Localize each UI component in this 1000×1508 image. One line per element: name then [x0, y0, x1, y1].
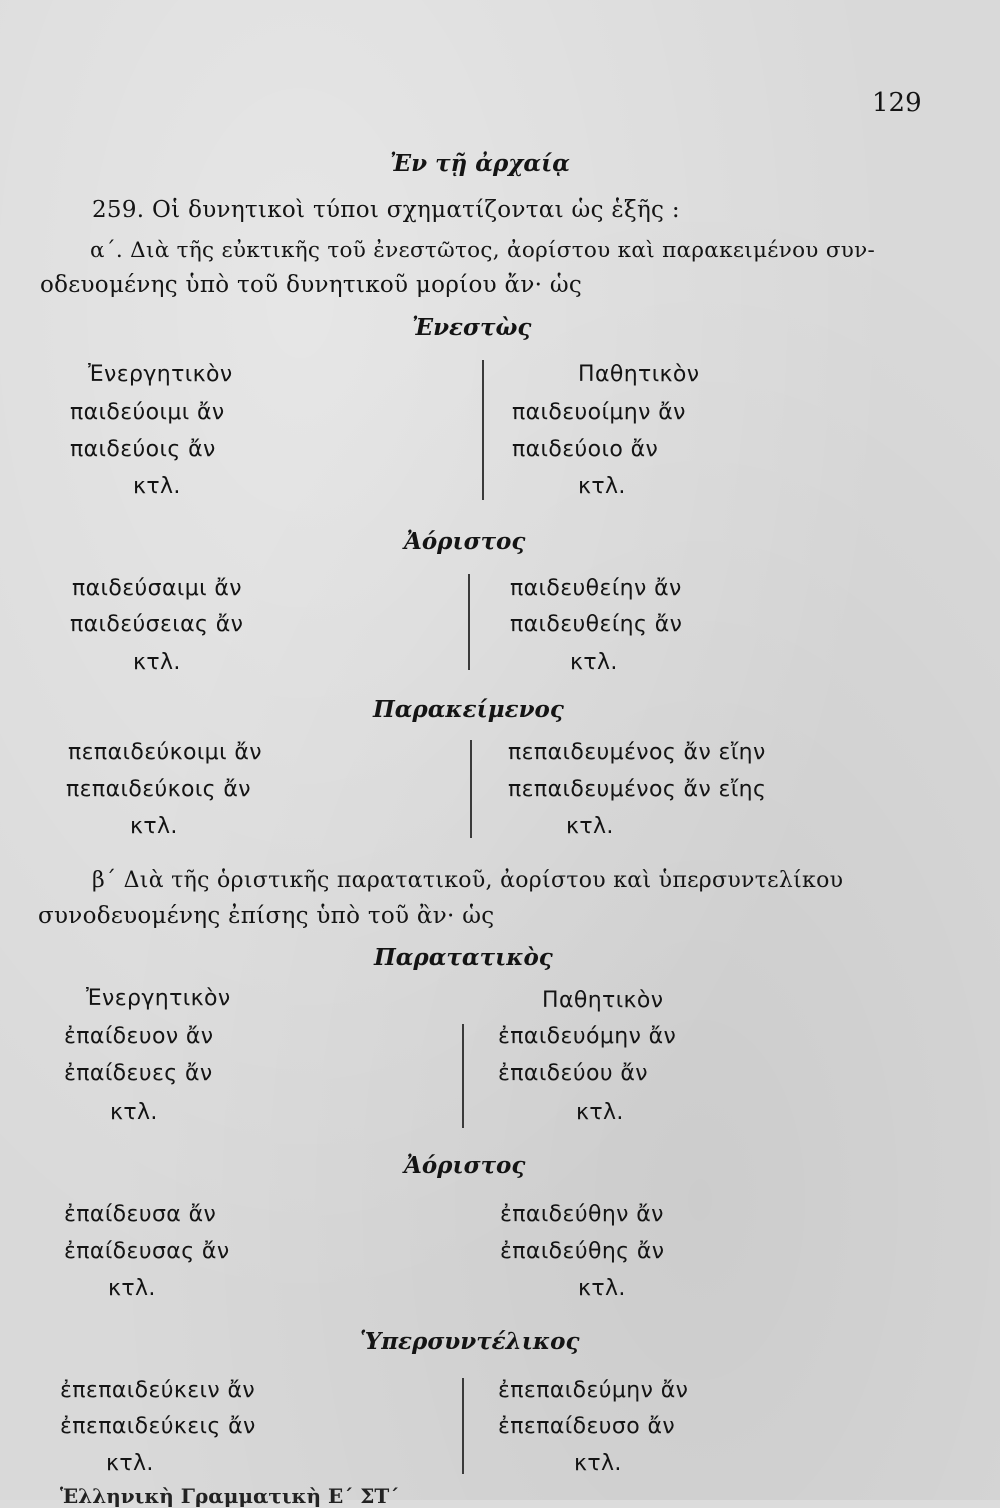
- aoristos2-right-form-1: ἐπαιδεύθην ἄν: [500, 1202, 664, 1227]
- paratatikos-left-etc: κτλ.: [110, 1100, 158, 1125]
- ypersyntelikos-right-form-2: ἐπεπαίδευσο ἄν: [498, 1414, 676, 1439]
- aoristos2-left-form-1: ἐπαίδευσα ἄν: [64, 1202, 217, 1227]
- heading-aoristos-1: Ἀόριστος: [404, 528, 526, 555]
- enestos-left-form-1: παιδεύοιμι ἄν: [70, 400, 225, 425]
- heading-ypersyntelikos: Ὑπερσυντέλικος: [360, 1328, 580, 1355]
- column-divider: [462, 1024, 464, 1128]
- ypersyntelikos-left-etc: κτλ.: [106, 1451, 154, 1476]
- parakeimenos-left-form-2: πεπαιδεύκοις ἄν: [66, 777, 251, 802]
- paratatikos-left-form-1: ἐπαίδευον ἄν: [64, 1024, 214, 1049]
- enestos-left-form-2: παιδεύοις ἄν: [70, 437, 216, 462]
- paratatikos-left-label: Ἐνεργητικὸν: [86, 986, 231, 1011]
- parakeimenos-left-form-1: πεπαιδεύκοιμι ἄν: [68, 740, 262, 765]
- paratatikos-left-form-2: ἐπαίδευες ἄν: [64, 1061, 213, 1086]
- enestos-right-form-2: παιδεύοιο ἄν: [512, 437, 659, 462]
- heading-enestos: Ἐνεστὼς: [412, 314, 532, 341]
- heading-parakeimenos: Παρακείμενος: [373, 696, 564, 723]
- paratatikos-right-form-1: ἐπαιδευόμην ἄν: [498, 1024, 677, 1049]
- column-divider: [470, 740, 472, 838]
- column-divider: [462, 1378, 464, 1474]
- footer-signature: Ἑλληνικὴ Γραμματικὴ Ε΄ ΣΤ΄: [60, 1484, 400, 1508]
- aoristos2-right-etc: κτλ.: [578, 1276, 626, 1301]
- ypersyntelikos-right-etc: κτλ.: [574, 1451, 622, 1476]
- enestos-left-label: Ἐνεργητικὸν: [88, 362, 233, 387]
- paratatikos-right-etc: κτλ.: [576, 1100, 624, 1125]
- parakeimenos-right-form-1: πεπαιδευμένος ἄν εἴην: [508, 740, 766, 765]
- aoristos1-left-form-2: παιδεύσειας ἄν: [70, 612, 244, 637]
- aoristos1-right-form-2: παιδευθείης ἄν: [510, 612, 683, 637]
- aoristos1-right-etc: κτλ.: [570, 650, 618, 675]
- parakeimenos-left-etc: κτλ.: [130, 814, 178, 839]
- aoristos1-left-form-1: παιδεύσαιμι ἄν: [72, 576, 242, 601]
- heading-aoristos-2: Ἀόριστος: [404, 1152, 526, 1179]
- ypersyntelikos-left-form-1: ἐπεπαιδεύκειν ἄν: [60, 1378, 256, 1403]
- heading-paratatikos: Παρατατικὸς: [374, 944, 553, 971]
- enestos-left-etc: κτλ.: [133, 474, 181, 499]
- enestos-right-etc: κτλ.: [578, 474, 626, 499]
- aoristos1-right-form-1: παιδευθείην ἄν: [510, 576, 682, 601]
- enestos-right-form-1: παιδευοίμην ἄν: [512, 400, 686, 425]
- aoristos2-left-form-2: ἐπαίδευσας ἄν: [64, 1239, 230, 1264]
- parakeimenos-right-form-2: πεπαιδευμένος ἄν εἴης: [508, 777, 767, 802]
- aoristos1-left-etc: κτλ.: [133, 650, 181, 675]
- paratatikos-right-label: Παθητικὸν: [542, 988, 664, 1013]
- parakeimenos-right-etc: κτλ.: [566, 814, 614, 839]
- paragraph-a-line-2: οδευομένης ὑπὸ τοῦ δυνητικοῦ μορίου ἄν· ὡς: [40, 272, 583, 298]
- aoristos2-left-etc: κτλ.: [108, 1276, 156, 1301]
- paratatikos-right-form-2: ἐπαιδεύου ἄν: [498, 1061, 648, 1086]
- column-divider: [468, 574, 470, 670]
- column-divider: [482, 360, 484, 500]
- aoristos2-right-form-2: ἐπαιδεύθης ἄν: [500, 1239, 665, 1264]
- heading-archaia: Ἐν τῇ ἀρχαίᾳ: [390, 150, 570, 177]
- ypersyntelikos-right-form-1: ἐπεπαιδεύμην ἄν: [498, 1378, 689, 1403]
- paragraph-b-line-2: συνοδευομένης ἐπίσης ὑπὸ τοῦ ἂν· ὡς: [38, 903, 495, 929]
- page-number: 129: [872, 88, 922, 118]
- paragraph-259-line-1: 259. Οἱ δυνητικοὶ τύποι σχηματίζονται ὡς ἑξῆς :: [92, 197, 680, 223]
- ypersyntelikos-left-form-2: ἐπεπαιδεύκεις ἄν: [60, 1414, 256, 1439]
- paragraph-b-line-1: β΄ Διὰ τῆς ὁριστικῆς παρατατικοῦ, ἀορίστου καὶ ὑπερσυντελίκου: [92, 868, 844, 893]
- paragraph-a-line-1: α΄. Διὰ τῆς εὐκτικῆς τοῦ ἐνεστῶτος, ἀορίστου καὶ παρακειμένου συν-: [90, 238, 876, 263]
- enestos-right-label: Παθητικὸν: [578, 362, 700, 387]
